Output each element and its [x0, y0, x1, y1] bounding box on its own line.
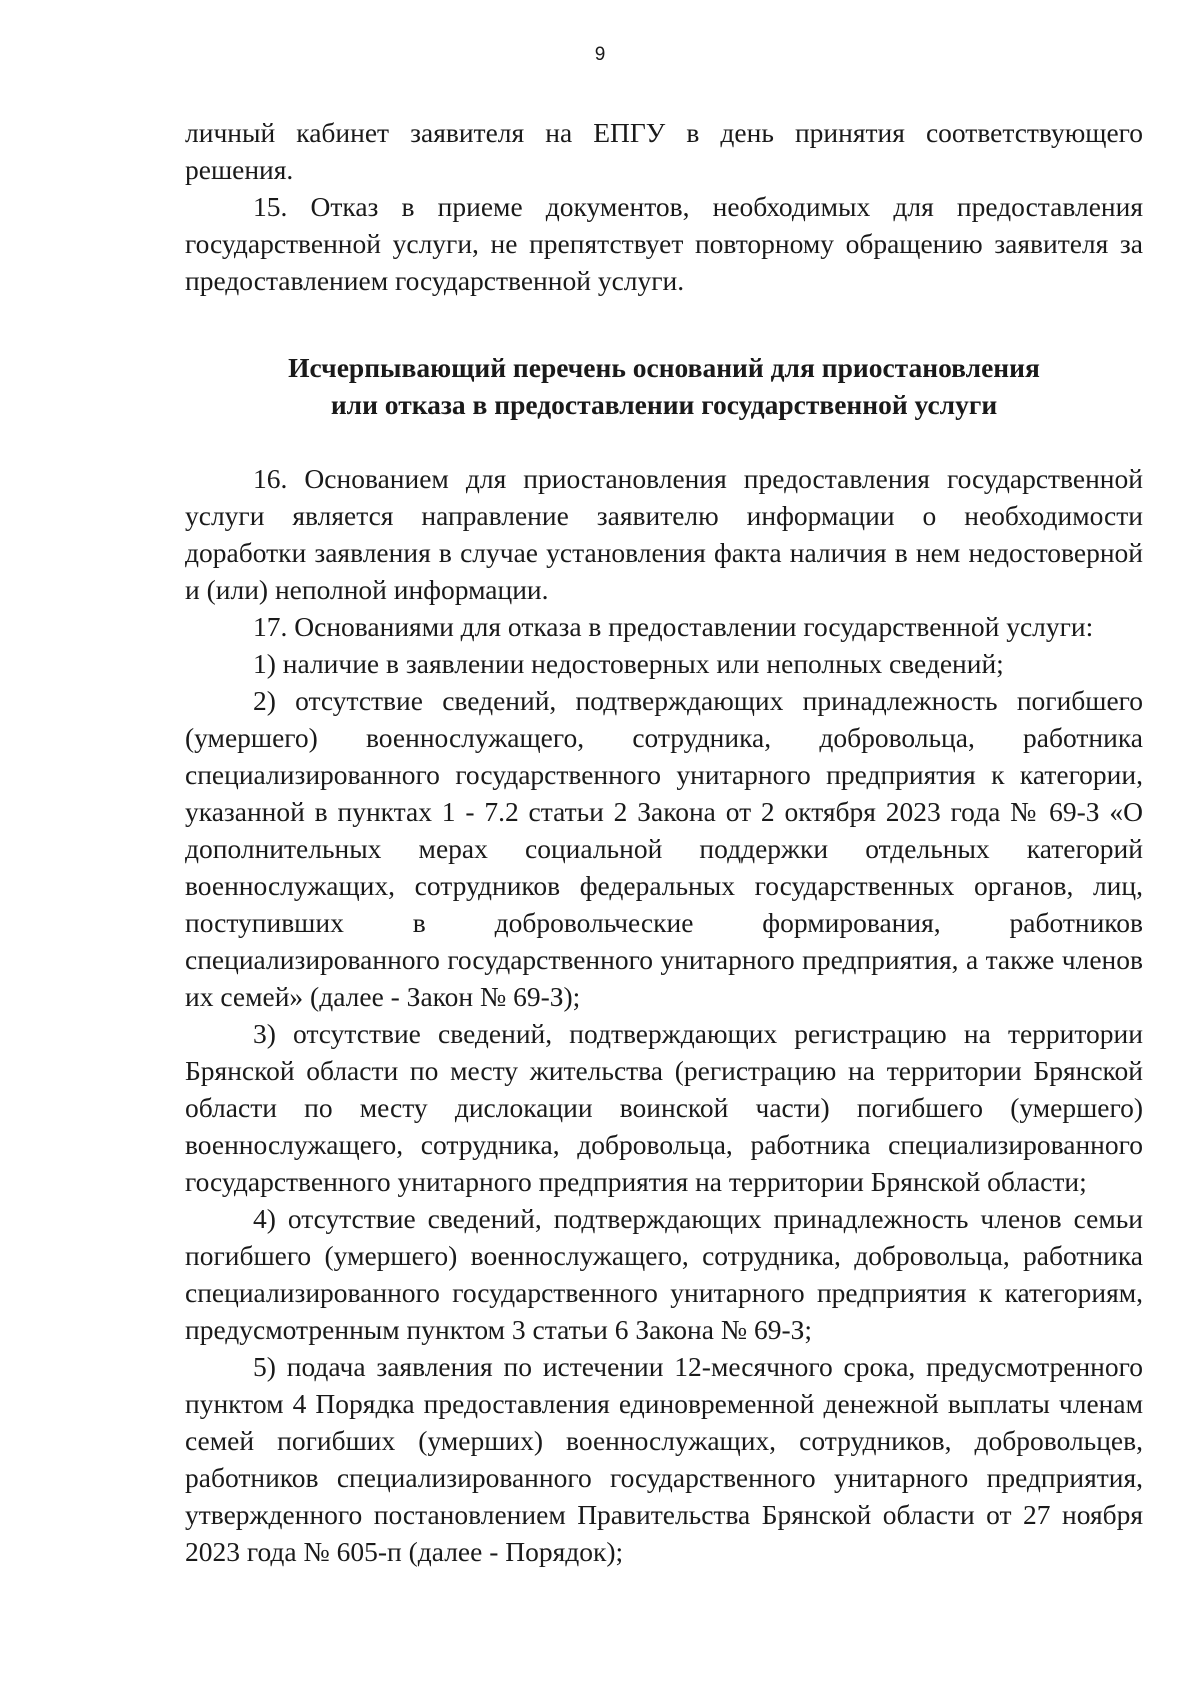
section-heading-line-1: Исчерпывающий перечень оснований для приостановления: [288, 352, 1040, 383]
paragraph-continuation: личный кабинет заявителя на ЕПГУ в день принятия соответствующего решения.: [185, 117, 1143, 185]
document-body: [185, 114, 1143, 1570]
paragraph-15: 15. Отказ в приеме документов, необходимых для предоставления государственной услуги, не препятствует повторному обращению заявителя за предоставлением государственной услуги.: [185, 191, 1143, 296]
paragraph-16: 16. Основанием для приостановления предоставления государственной услуги является направление заявителю информации о необходимости доработки заявления в случае установления факта наличия в нем недостоверной и (или) неполной информации.: [185, 463, 1143, 605]
list-item-5: 5) подача заявления по истечении 12-месячного срока, предусмотренного пунктом 4 Порядка предоставления единовременной денежной выплаты членам семей погибших (умерших) военнослужащих, сотрудников, добровольцев, работников специализированного государственного унитарного предприятия, утвержденного постановлением Правительства Брянской области от 27 ноября 2023 года № 605-п (далее - Порядок);: [185, 1351, 1143, 1567]
list-item-1: 1) наличие в заявлении недостоверных или неполных сведений;: [253, 648, 1004, 679]
section-heading: [185, 349, 1143, 423]
list-item-4: 4) отсутствие сведений, подтверждающих принадлежность членов семьи погибшего (умершего) военнослужащего, сотрудника, добровольца, работника специализированного государственного унитарного предприятия к категориям, предусмотренным пунктом 3 статьи 6 Закона № 69-З;: [185, 1203, 1143, 1345]
section-heading-line-2: или отказа в предоставлении государственной услуги: [330, 389, 998, 420]
list-item-3: 3) отсутствие сведений, подтверждающих регистрацию на территории Брянской области по месту жительства (регистрацию на территории Брянской области по месту дислокации воинской части) погибшего (умершего) военнослужащего, сотрудника, добровольца, работника специализированного государственного унитарного предприятия на территории Брянской области;: [185, 1018, 1143, 1197]
paragraph-17: 17. Основаниями для отказа в предоставлении государственной услуги:: [253, 611, 1094, 642]
list-item-2: 2) отсутствие сведений, подтверждающих принадлежность погибшего (умершего) военнослужащего, сотрудника, добровольца, работника специализированного государственного унитарного предприятия к категории, указанной в пунктах 1 - 7.2 статьи 2 Закона от 2 октября 2023 года № 69-З «О дополнительных мерах социальной поддержки отдельных категорий военнослужащих, сотрудников федеральных государственных органов, лиц, поступивших в добровольческие формирования, работников специализированного государственного унитарного предприятия, а также членов их семей» (далее - Закон № 69-З);: [185, 685, 1143, 1012]
page-number: 9: [594, 44, 606, 65]
